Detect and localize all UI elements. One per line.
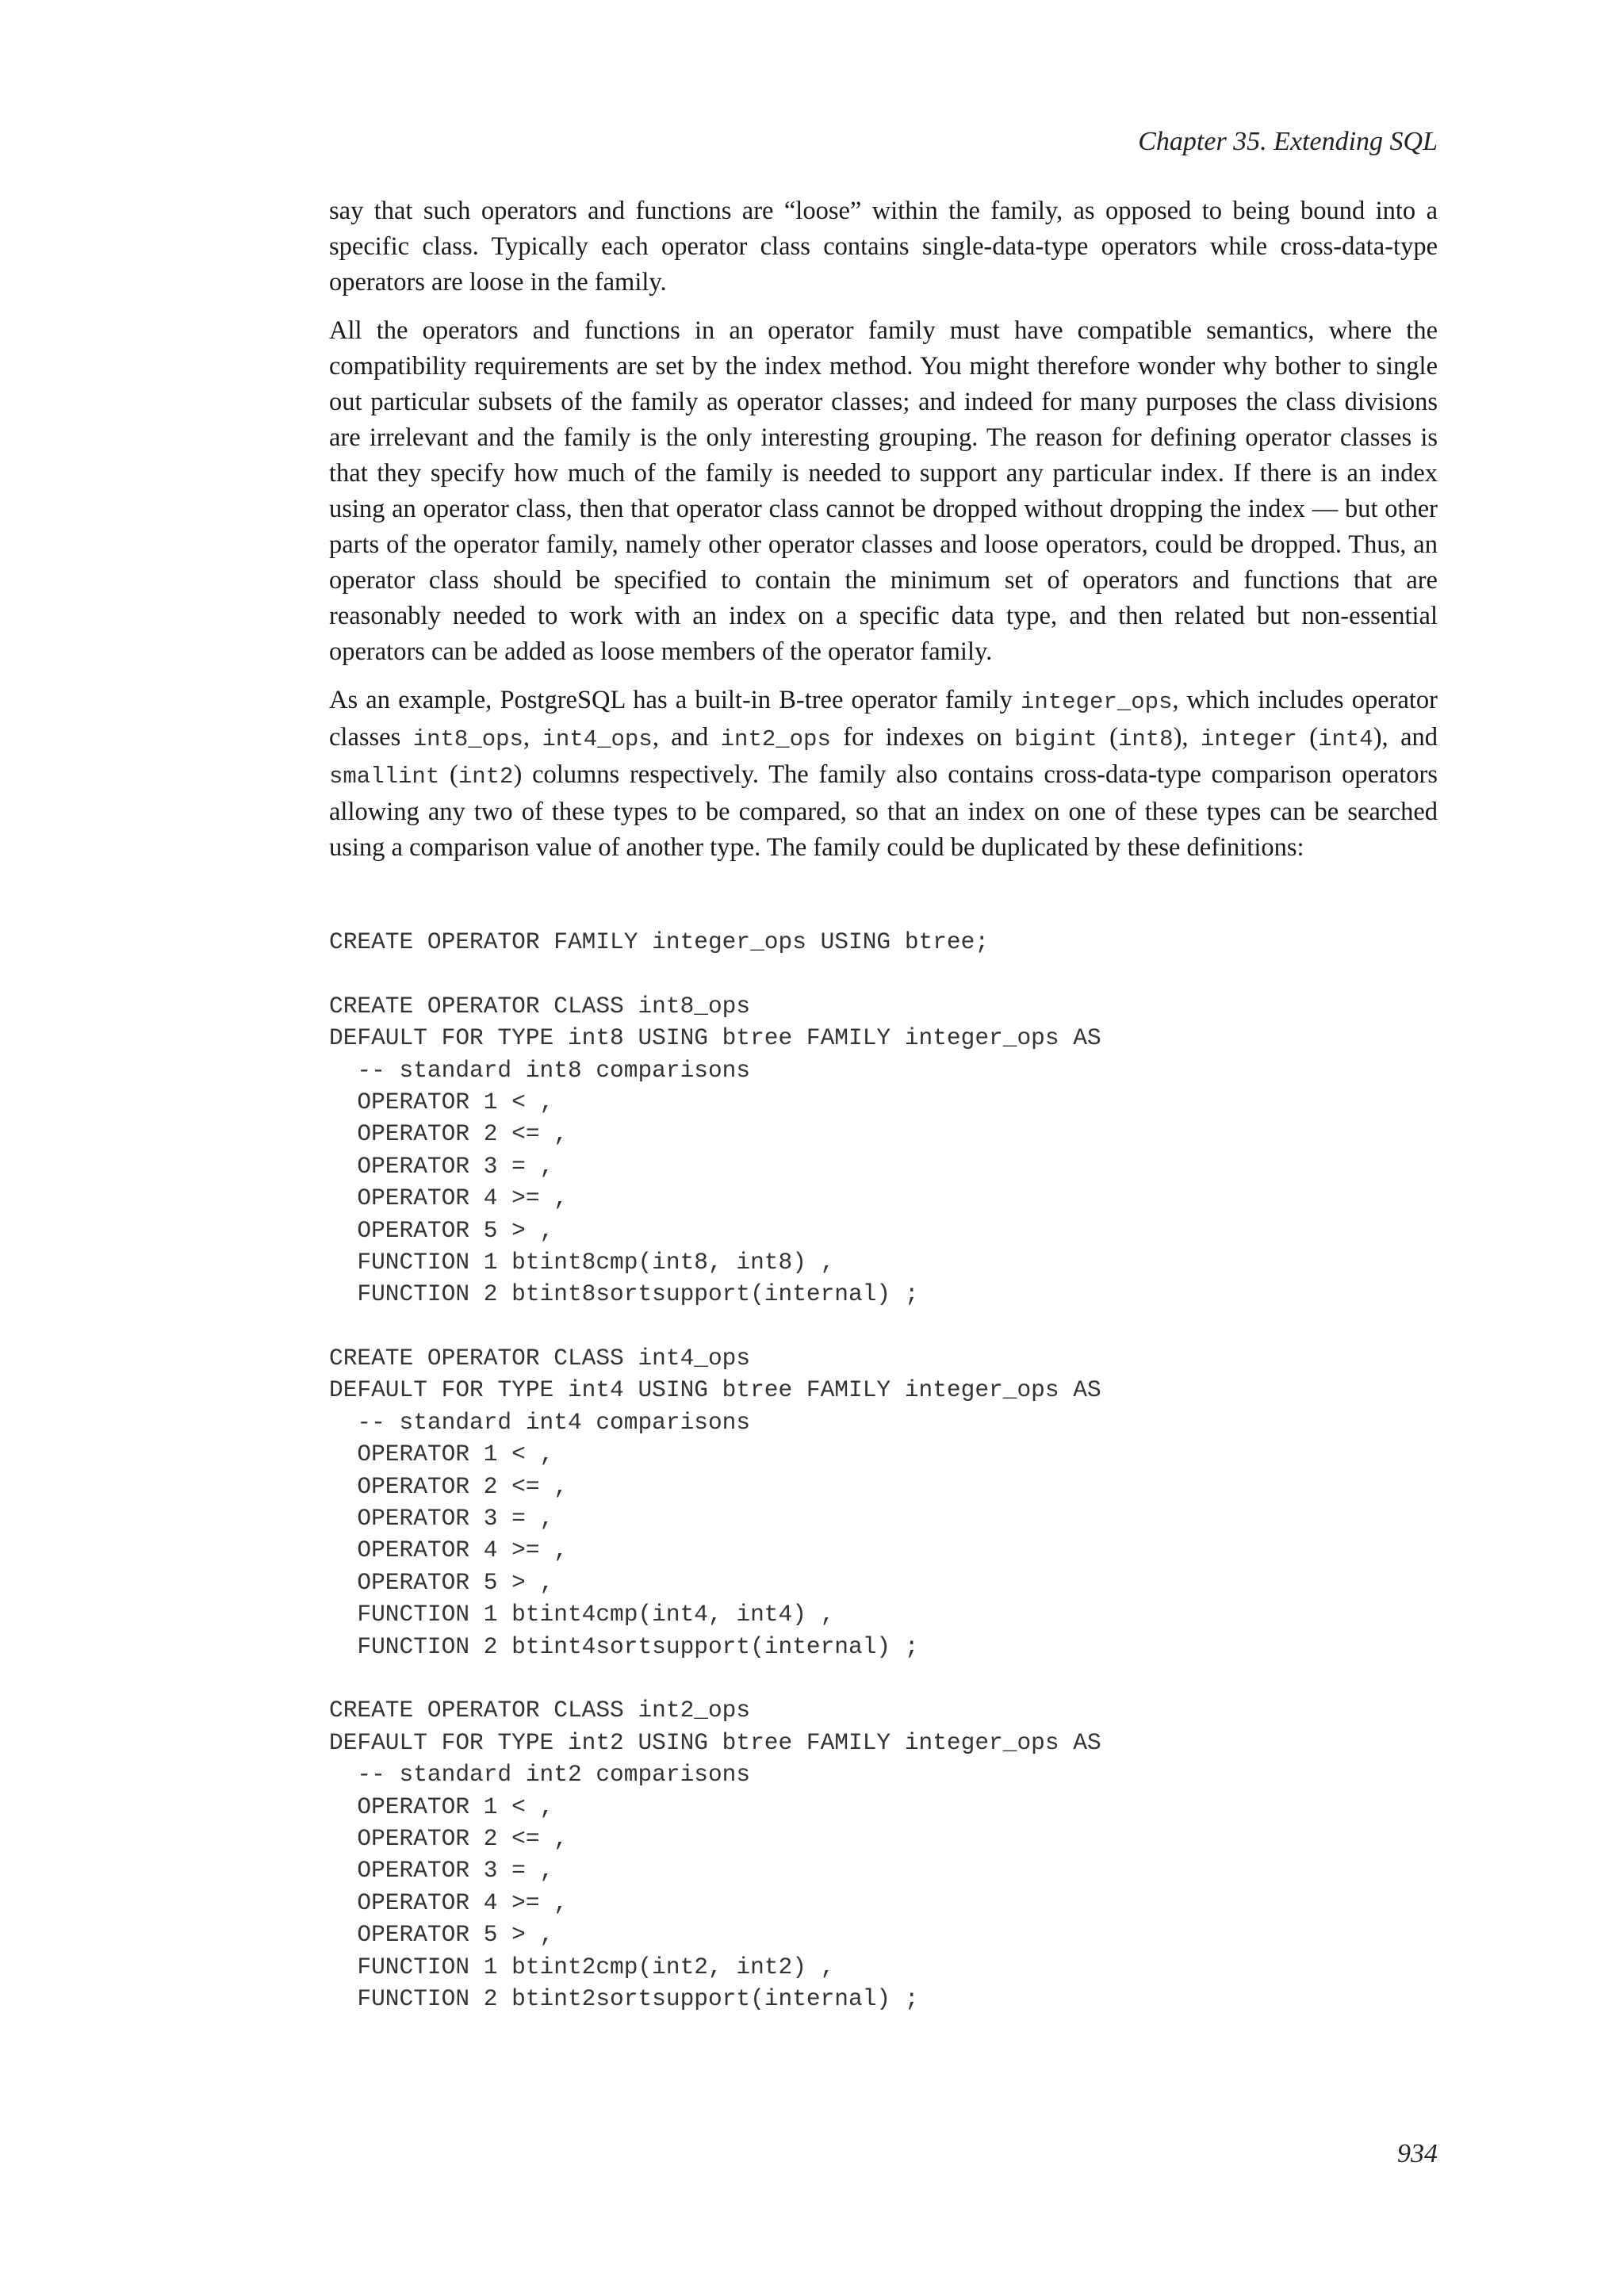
code-line: DEFAULT FOR TYPE int2 USING btree FAMILY integer_ops AS [329, 1728, 1101, 1756]
code-line: OPERATOR 5 > , [329, 1921, 554, 1949]
code-line [329, 1311, 1101, 1342]
inline-code: int8_ops [412, 726, 523, 752]
code-line: CREATE OPERATOR CLASS int4_ops [329, 1345, 751, 1372]
code-line: FUNCTION 1 btint4cmp(int4, int4) , [329, 1601, 835, 1628]
code-line: FUNCTION 2 btint8sortsupport(internal) ; [329, 1280, 919, 1308]
code-line: DEFAULT FOR TYPE int8 USING btree FAMILY integer_ops AS [329, 1024, 1101, 1052]
page-number: 934 [1397, 2139, 1438, 2168]
code-line: OPERATOR 4 >= , [329, 1184, 568, 1212]
text-run: ) columns respectively. The family also contains cross-data-type comparison operators allowing any two of these types to be compared, so that an index on one of these types can be searched using a comparison value of another type. The family could be duplicated by these definitions: [329, 760, 1438, 862]
text-run: ), and [1373, 723, 1438, 752]
code-line: OPERATOR 3 = , [329, 1857, 554, 1885]
paragraph-example [329, 683, 1438, 866]
running-header: Chapter 35. Extending SQL [1138, 127, 1438, 156]
code-line: -- standard int8 comparisons [329, 1056, 751, 1084]
paragraph-loose-operators: say that such operators and functions are “loose” within the family, as opposed to being bound into a specific class. Typically each operator class contains single-data-type operators while cross-data-type operators are loose in the family. [329, 197, 1438, 297]
text-run: As an example, PostgreSQL has a built-in B-tree operator family [329, 686, 1021, 714]
code-line: OPERATOR 3 = , [329, 1152, 554, 1180]
body-text [329, 193, 1438, 878]
text-run: for indexes on [830, 723, 1015, 752]
paragraph-compatible-semantics: All the operators and functions in an operator family must have compatible semantics, where the compatibility requirements are set by the index method. You might therefore wonder why bother to single out particular subsets of the family as operator classes; and indeed for many purposes the class divisions are irrelevant and the family is the only interesting grouping. The reason for defining operator classes is that they specify how much of the family is needed to support any particular index. If there is an index using an operator class, then that operator class cannot be dropped without dropping the index — but other parts of the operator family, namely other operator classes and loose operators, could be dropped. Thus, an operator class should be specified to contain the minimum set of operators and functions that are reasonably needed to work with an index on a specific data type, and then related but non-essential operators can be added as loose members of the operator family. [329, 316, 1438, 666]
code-line: FUNCTION 1 btint8cmp(int8, int8) , [329, 1248, 835, 1276]
code-line: FUNCTION 2 btint2sortsupport(internal) ; [329, 1984, 919, 2012]
code-line: OPERATOR 2 <= , [329, 1472, 568, 1500]
text-run: ( [439, 760, 458, 789]
code-line: -- standard int2 comparisons [329, 1761, 751, 1789]
inline-code: int2_ops [720, 726, 831, 752]
code-line: OPERATOR 4 >= , [329, 1536, 568, 1564]
inline-code: bigint [1014, 726, 1097, 752]
code-block [329, 926, 1101, 2015]
inline-code: int8 [1117, 726, 1174, 752]
text-run: ( [1097, 723, 1118, 752]
code-line: OPERATOR 4 >= , [329, 1888, 568, 1916]
text-run: , [523, 723, 542, 752]
inline-code: int4_ops [542, 726, 653, 752]
code-line: OPERATOR 1 < , [329, 1793, 554, 1820]
code-line: FUNCTION 2 btint4sortsupport(internal) ; [329, 1632, 919, 1660]
code-line: OPERATOR 5 > , [329, 1568, 554, 1596]
code-line: OPERATOR 3 = , [329, 1505, 554, 1533]
inline-code: int4 [1318, 726, 1373, 752]
code-line: OPERATOR 2 <= , [329, 1824, 568, 1852]
code-line [329, 1663, 1101, 1694]
code-line: CREATE OPERATOR CLASS int2_ops [329, 1697, 751, 1724]
code-line: CREATE OPERATOR FAMILY integer_ops USING btree; [329, 928, 990, 955]
text-run: ), [1173, 723, 1201, 752]
inline-code: smallint [329, 763, 440, 790]
code-line: -- standard int4 comparisons [329, 1408, 751, 1436]
text-run: , which includes operator classes [329, 686, 1438, 752]
inline-code: integer [1200, 726, 1297, 752]
code-line: OPERATOR 1 < , [329, 1088, 554, 1115]
code-line: CREATE OPERATOR CLASS int8_ops [329, 992, 751, 1020]
code-line: DEFAULT FOR TYPE int4 USING btree FAMILY integer_ops AS [329, 1376, 1101, 1404]
text-run: ( [1297, 723, 1319, 752]
inline-code: int2 [458, 763, 514, 790]
code-line [329, 958, 1101, 989]
text-run: , and [652, 723, 721, 752]
code-line: OPERATOR 1 < , [329, 1441, 554, 1468]
code-line: OPERATOR 5 > , [329, 1216, 554, 1244]
inline-code: integer_ops [1020, 689, 1173, 715]
code-line: FUNCTION 1 btint2cmp(int2, int2) , [329, 1953, 835, 1980]
code-line: OPERATOR 2 <= , [329, 1120, 568, 1148]
